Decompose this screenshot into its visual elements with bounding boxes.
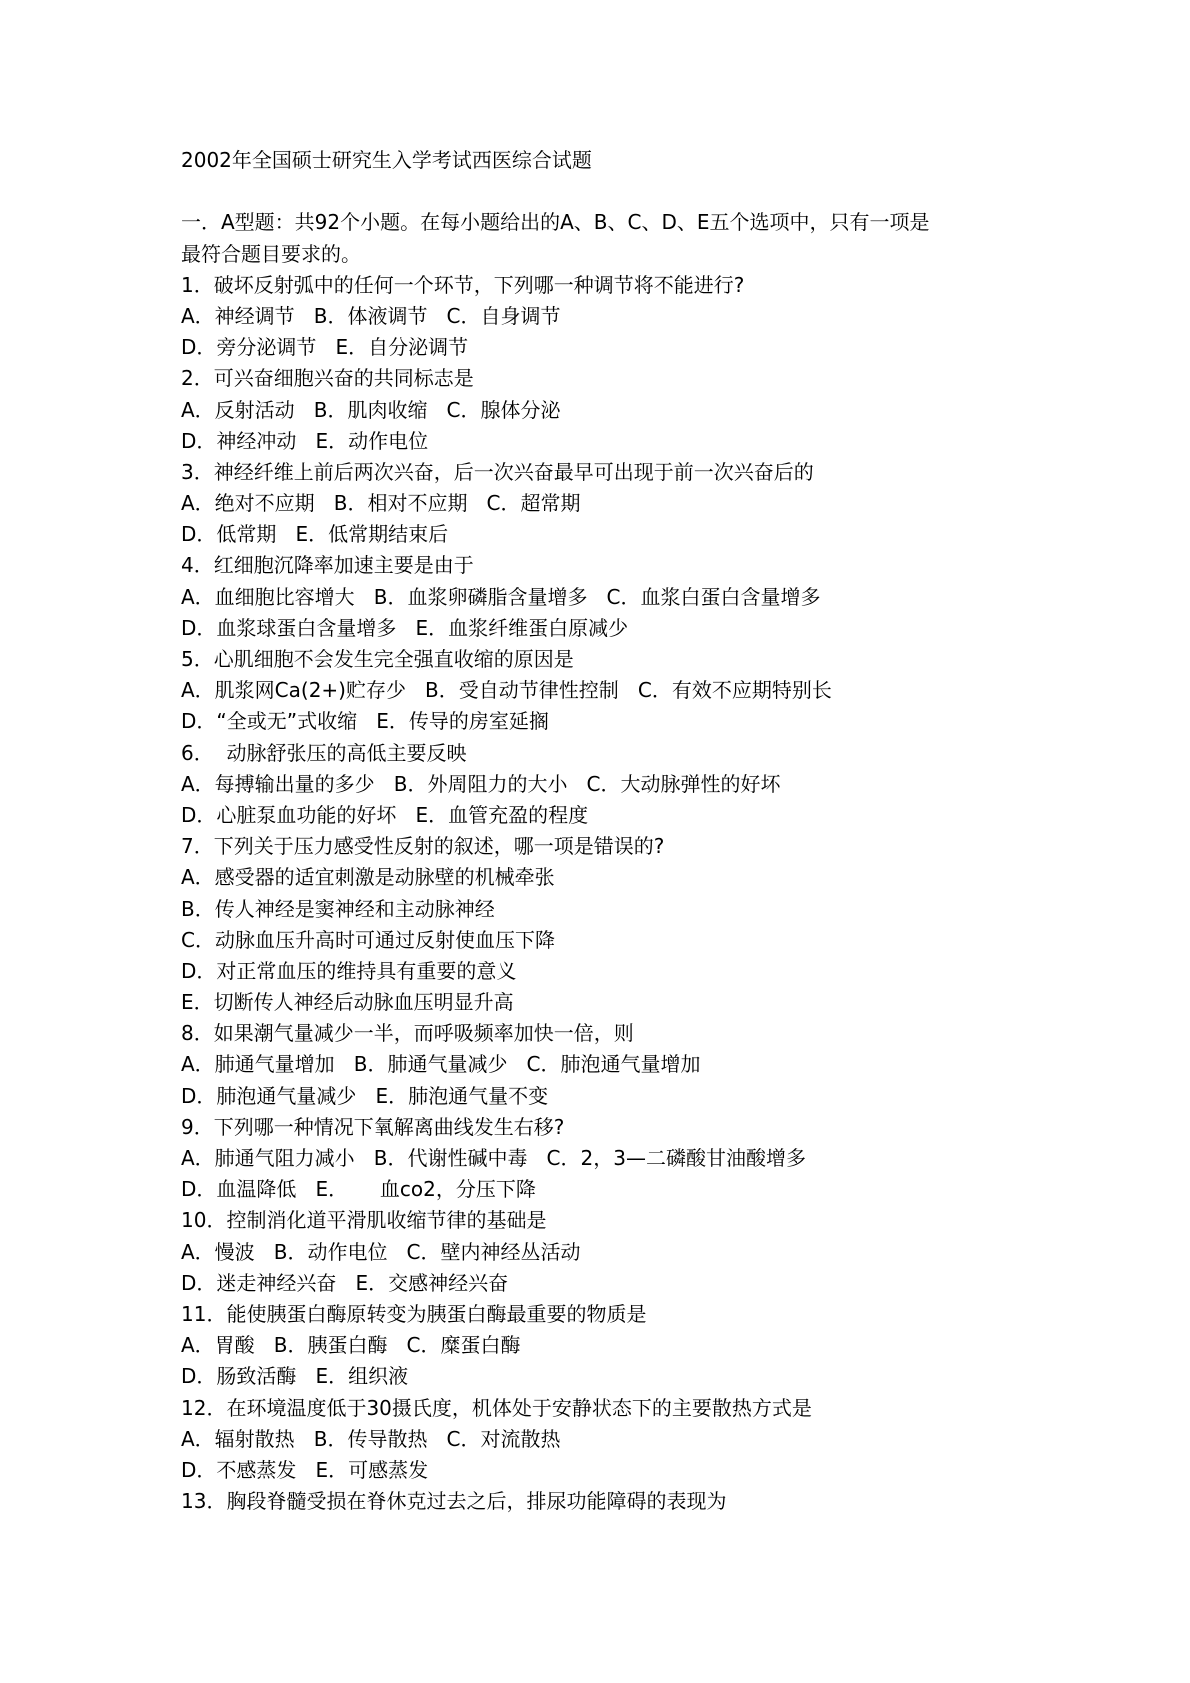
- text-line: 10．控制消化道平滑肌收缩节律的基础是: [181, 1208, 547, 1233]
- text-line: 1．破坏反射弧中的任何一个环节，下列哪一种调节将不能进行?: [181, 272, 745, 297]
- text-line: 12．在环境温度低于30摄氏度，机体处于安静状态下的主要散热方式是: [181, 1395, 812, 1420]
- text-line: D．血温降低 E． 血co2，分压下降: [181, 1177, 536, 1202]
- text-line: D．肺泡通气量减少 E．肺泡通气量不变: [181, 1083, 549, 1108]
- text-line: 9．下列哪一种情况下氧解离曲线发生右移?: [181, 1114, 565, 1139]
- text-line: A．绝对不应期 B．相对不应期 C．超常期: [181, 491, 581, 516]
- text-line: D．低常期 E．低常期结束后: [181, 522, 449, 547]
- document-title: 2002年全国硕士研究生入学考试西医综合试题: [181, 148, 592, 172]
- text-line: 2．可兴奋细胞兴奋的共同标志是: [181, 366, 474, 391]
- text-line: A．慢波 B．动作电位 C．壁内神经丛活动: [181, 1239, 581, 1264]
- text-line: 最符合题目要求的。: [181, 241, 361, 266]
- text-line: 11．能使胰蛋白酶原转变为胰蛋白酶最重要的物质是: [181, 1301, 647, 1326]
- text-line: D．对正常血压的维持具有重要的意义: [181, 958, 517, 983]
- text-line: A．肺通气阻力减小 B．代谢性碱中毒 C．2，3—二磷酸甘油酸增多: [181, 1146, 806, 1170]
- text-line: A．胃酸 B．胰蛋白酶 C．糜蛋白酶: [181, 1333, 521, 1358]
- text-line: A．肺通气量增加 B．肺通气量减少 C．肺泡通气量增加: [181, 1052, 701, 1077]
- text-line: D．不感蒸发 E．可感蒸发: [181, 1457, 429, 1482]
- text-line: 5．心肌细胞不会发生完全强直收缩的原因是: [181, 647, 574, 671]
- text-line: A．辐射散热 B．传导散热 C．对流散热: [181, 1426, 561, 1451]
- text-line: 7．下列关于压力感受性反射的叙述，哪一项是错误的?: [181, 834, 665, 859]
- text-line: 13．胸段脊髓受损在脊休克过去之后，排尿功能障碍的表现为: [181, 1489, 727, 1514]
- text-line: 8．如果潮气量减少一半，而呼吸频率加快一倍，则: [181, 1021, 634, 1046]
- text-line: D．血浆球蛋白含量增多 E．血浆纤维蛋白原减少: [181, 615, 629, 640]
- text-line: A．每搏输出量的多少 B．外周阻力的大小 C．大动脉弹性的好坏: [181, 771, 781, 796]
- text-line: A．感受器的适宜刺激是动脉壁的机械牵张: [181, 865, 555, 890]
- question-list: [181, 207, 1081, 1517]
- text-line: 4．红细胞沉降率加速主要是由于: [181, 553, 474, 578]
- text-line: B．传人神经是窦神经和主动脉神经: [181, 896, 495, 921]
- text-line: D．“全或无”式收缩 E．传导的房室延搁: [181, 709, 549, 734]
- text-line: A．血细胞比容增大 B．血浆卵磷脂含量增多 C．血浆白蛋白含量增多: [181, 584, 821, 609]
- text-line: D．心脏泵血功能的好坏 E．血管充盈的程度: [181, 802, 589, 827]
- text-line: 一．A型题：共92个小题。在每小题给出的A、B、C、D、E五个选项中，只有一项是: [181, 210, 930, 235]
- text-line: A．反射活动 B．肌肉收缩 C．腺体分泌: [181, 397, 561, 422]
- text-line: D．迷走神经兴奋 E．交感神经兴奋: [181, 1270, 509, 1295]
- document-content: [181, 145, 1081, 1517]
- text-line: 6． 动脉舒张压的高低主要反映: [181, 740, 467, 765]
- text-line: D．旁分泌调节 E．自分泌调节: [181, 335, 469, 360]
- text-line: E．切断传人神经后动脉血压明显升高: [181, 990, 514, 1015]
- text-line: A．神经调节 B．体液调节 C．自身调节: [181, 303, 561, 328]
- text-line: A．肌浆网Ca(2+)贮存少 B．受自动节律性控制 C．有效不应期特别长: [181, 678, 832, 703]
- text-line: 3．神经纤维上前后两次兴奋，后一次兴奋最早可出现于前一次兴奋后的: [181, 459, 814, 484]
- text-line: C．动脉血压升高时可通过反射使血压下降: [181, 927, 555, 952]
- text-line: D．肠致活酶 E．组织液: [181, 1364, 409, 1389]
- text-line: D．神经冲动 E．动作电位: [181, 428, 429, 453]
